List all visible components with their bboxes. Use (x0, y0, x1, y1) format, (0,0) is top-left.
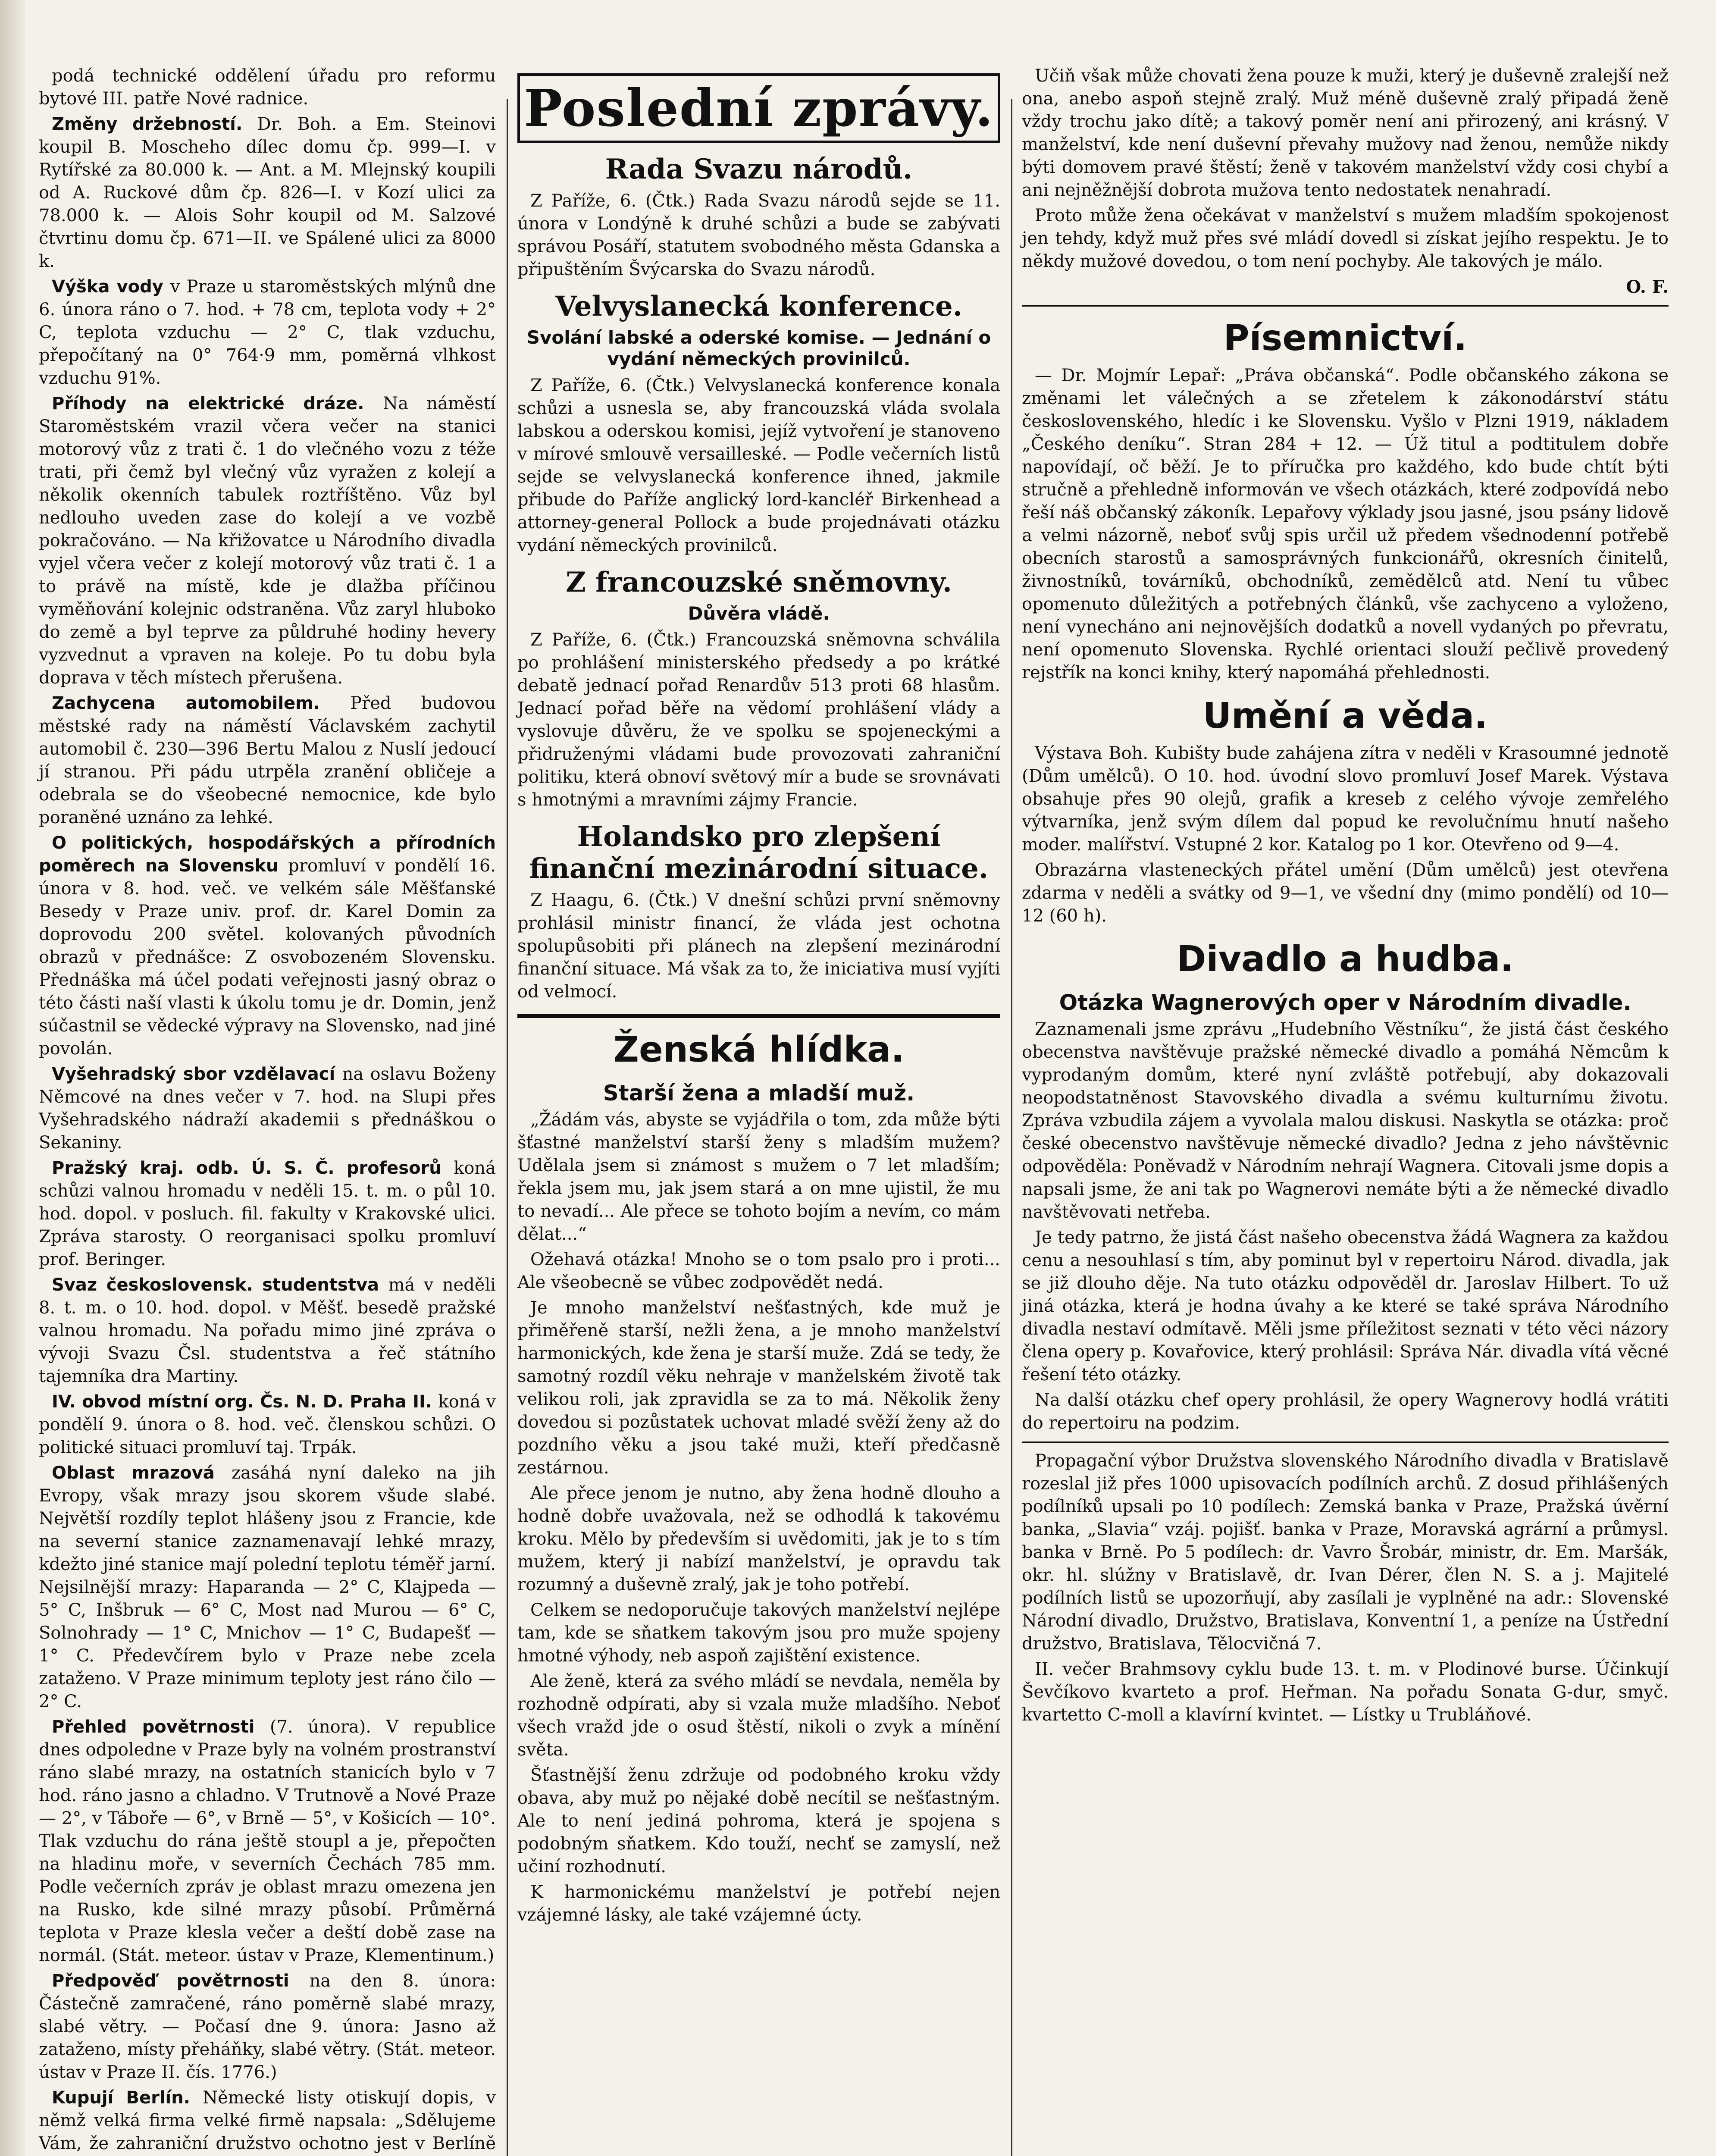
news-item (39, 1063, 496, 1154)
news-item (39, 65, 496, 110)
news-item (39, 1274, 496, 1388)
feature-title: Ženská hlídka. (613, 1029, 905, 1070)
culture-notices (1022, 1450, 1669, 1727)
news-item-lead: Kupují Berlín. (52, 2088, 203, 2108)
news-item-text: na den 8. února: Částečně zamračené, ráno poměrně slabé mrazy, slabé větry. — Počasí dne 9. února: Jasno až zataženo, místy přeháňky, slabé větry. (Stát. meteor. ústav v Praze II. čís. 1776.) (39, 1971, 496, 2082)
news-item (39, 2087, 496, 2156)
article-paragraph: Z Haagu, 6. (Čtk.) V dnešní schůzi první sněmovny prohlásil ministr financí, že vláda jest ochotna spolupůsobiti při plánech na zlepšení mezinárodní finanční situace. Má však za to, že iniciativa musí vyjíti od velmocí. (517, 890, 1000, 1002)
news-item-lead: Pražský kraj. odb. Ú. S. Č. profesorů (52, 1158, 454, 1178)
news-item-lead: Výška vody (52, 277, 171, 297)
feature-paragraph: Ale ženě, která za svého mládí se nevdala, neměla by rozhodně odpírati, aby si vzala muže mladšího. Neboť všech vražd jde o osud štěstí, nikoli o zvyk a mínění světa. (517, 1671, 1000, 1760)
news-item (39, 113, 496, 273)
news-item-text: Na náměstí Staroměstském vrazil včera večer na stanici motorový vůz z trati č. 1 do vlečného vozu z téže trati, při čemž byl vlečný vůz vyražen z kolejí a několik okenních tabulek roztříštěno. Vůz byl nedlouho uveden zase do kolejí a ve vozbě pokračováno. — Na křižovatce u Národního divadla vyjel včera večer z kolejí motorový vůz trati č. 1 a to právě na místě, kde je dlažba příčinou vyměňování kolejnic odstraněna. Vůz zaryl hluboko do země a byl teprve za půldruhé hodiny hevery vyzvednut a vpraven na koleje. Po tu dobu byla doprava v těch místech přerušena. (39, 394, 496, 688)
news-item-lead: Předpověď povětrnosti (52, 1971, 310, 1991)
feature-paragraph: K harmonickému manželství je potřebí nejen vzájemné lásky, ale také vzájemné úcty. (517, 1882, 1000, 1925)
section-divider (517, 1014, 1000, 1018)
column-local-news (39, 65, 496, 2156)
news-item-text: má v neděli 8. t. m. o 10. hod. dopol. v Měšť. besedě pražské valnou hromadu. Na pořadu mimo jiné zpráva o vývoji Svazu Čsl. studentstva a řeč státního tajemníka dra Martiny. (39, 1275, 496, 1386)
news-item (39, 1716, 496, 1967)
news-item-lead: Zachycena automobilem. (52, 693, 351, 713)
article-title: Rada Svazu národů. (605, 153, 913, 185)
news-item (39, 1391, 496, 1459)
feature-paragraph: Ale přece jenom je nutno, aby žena hodně dlouho a hodně dobře uvažovala, než se odhodlá k takovému kroku. Mělo by především si uvědomiti, jak je to s tím mužem, který ji nabízí manželství, je opravdu tak rozumný a duševně zralý, jak je toho potřebí. (517, 1483, 1000, 1595)
news-item (39, 832, 496, 1060)
column-rule (507, 99, 508, 2156)
feature-paragraph: Učiň však může chovati žena pouze k muži, který je duševně zralejší než ona, anebo aspoň stejně zralý. Muž méně duševně zralý připadá ženě vždy trochu jako dítě; a takový poměr není ani přirozený, ani krásný. V manželství, kde není duševní převahy mužovy nad ženou, nemůže nikdy býti domovem pravé štěstí; ženě v takovém manželství vždy cosi chybí a ani nejněžnější dobrota mužova tento nedostatek nenahradí. (1022, 66, 1669, 200)
section-masthead: Poslední zprávy. (517, 73, 1000, 143)
section-paragraph: Na další otázku chef opery prohlásil, že opery Wagnerovy hodlá vrátiti do repertoiru na podzim. (1022, 1390, 1669, 1433)
section-title: Umění a věda. (1202, 696, 1488, 736)
feature-paragraph: Proto může žena očekávat v manželství s mužem mladším spokojenost jen tehdy, když muž přes své mládí dovedl si získat jejího respektu. Je to někdy mužové dovedou, o tom není pochyby. Ale takových je málo. (1022, 206, 1669, 271)
article-paragraph: Z Paříže, 6. (Čtk.) Velvyslanecká konference konala schůzi a usnesla se, aby francouzská vláda svolala labskou a oderskou komisi, jejíž vytvoření je stanoveno v mírové smlouvě versailleské. — Podle večerních listů sejde se velvyslanecká konference ihned, jakmile přibude do Paříže anglický lord-kancléř Birkenhead a attorney-general Pollock a bude projednávati otázku vydání německých provinilců. (517, 376, 1000, 555)
news-item-lead: O politických, hospodářských a přírodních poměrech na Slovensku (39, 833, 496, 876)
column-culture (1022, 65, 1669, 1729)
section-paragraph: Obrazárna vlasteneckých přátel umění (Dům umělců) jest otevřena zdarma v neděli a svátky od 9—1, ve všední dny (mimo pondělí) od 10—12 (60 h). (1022, 860, 1669, 926)
news-item-text: na oslavu Boženy Němcové na dnes večer v 7. hod. na Slupi přes Vyšehradského nádraží akademii s přednáškou o Sekaniny. (39, 1064, 496, 1153)
news-item-lead: IV. obvod místní org. Čs. N. D. Praha II. (52, 1392, 438, 1412)
news-item (39, 1462, 496, 1713)
news-item (39, 1970, 496, 2084)
news-item-lead: Přehled povětrnosti (52, 1717, 270, 1737)
news-item-lead: Svaz československ. studentstva (52, 1275, 388, 1295)
news-item (39, 276, 496, 390)
feature-paragraph: „Žádám vás, abyste se vyjádřila o tom, zda může býti šťastné manželství starší ženy s mladším mužem? Udělala jsem si známost s mužem o 7 let mladším; řekla jsem mu, jak jsem stará a on mne ujistil, že mu to nevadí... Ale přece se tohoto bojím a nevím, co mám dělat...“ (517, 1110, 1000, 1244)
section-paragraph: Je tedy patrno, že jistá část našeho obecenstva žádá Wagnera za každou cenu a nesouhlasí s tím, aby pominut byl v repertoiru Národ. divadla, jak se již dlouho děje. Na tuto otázku odpověděl dr. Jaroslav Hilbert. To už jiná otázka, která je hodna úvahy a ke které se také správa Národního divadla nestaví odmítavě. Měli jsme příležitost seznati v této věci názory člena opery p. Kovařovice, který prohlásil: Správa Nár. divadla vítá věcné řešení této otázky. (1022, 1228, 1669, 1385)
news-item-text: zasáhá nyní daleko na jih Evropy, však mrazy jsou skorem všude slabé. Největší rozdíly teplot hlášeny jsou z Francie, kde na severní stanice zaznamenavají lehké mrazy, kdežto jiné stanice mají polední teplotu téměř jarní. Nejsilnější mrazy: Haparanda — 2° C, Klajpeda — 5° C, Inšbruk — 6° C, Most nad Murou — 6° C, Solnohrady — 1° C, Mnichov — 1° C, Budapešť — 1° C. Předevčírem bylo v Praze nebe zcela zataženo. V Praze minimum teploty jest ráno čilo — 2° C. (39, 1463, 496, 1711)
news-item-lead: Oblast mrazová (52, 1463, 232, 1483)
article-title: Z francouzské sněmovny. (566, 566, 952, 599)
news-item-text: podá technické oddělení úřadu pro reformu bytové III. patře Nové radnice. (39, 66, 496, 109)
news-item-text: (7. února). V republice dnes odpoledne v Praze byly na volném prostranství ráno slabé mrazy, na ostatních stanicích bylo v 7 hod. ráno jasno a chladno. V Trutnově a Nové Praze — 2°, v Táboře — 6°, v Brně — 5°, v Košicích — 10°. Tlak vzduchu do rána ještě stoupl a je, přepočten na hladinu moře, v severních Čechách 785 mm. Podle večerních zpráv je oblast mrazu omezena jen na Rusko, kde silné mrazy působí. Průměrná teplota v Praze klesla večer a deští době zase na normál. (Stát. meteor. ústav v Praze, Klementinum.) (39, 1717, 496, 1965)
feature-continuation (1022, 65, 1669, 273)
feature-paragraph: Šťastnější ženu zdržuje od podobného kroku vždy obava, aby muž po nějaké době necítil se nešťastným. Ale to není jediná pohroma, která je spojena s podobným sňatkem. Kdo touží, nechť se zamyslí, než učiní rozhodnutí. (517, 1765, 1000, 1877)
news-item-text: Dr. Boh. a Em. Steinovi koupil B. Moscheho dílec domu čp. 999—I. v Rytířské za 80.000 k. — Ant. a M. Mlejnský koupili od A. Ruckové dům čp. 826—I. v Kozí ulici za 78.000 k. — Alois Sohr koupil od M. Salzové čtvrtinu domu čp. 671—II. ve Spálené ulici za 8000 k. (39, 114, 496, 271)
section-title: Divadlo a hudba. (1177, 939, 1514, 980)
feature-paragraph: Ožehavá otázka! Mnoho se o tom psalo pro i proti... Ale všeobecně se vůbec zodpovědět nedá. (517, 1250, 1000, 1292)
news-item-text: promluví v pondělí 16. února v 8. hod. več. ve velkém sále Měšťanské Besedy v Praze univ. prof. dr. Karel Domin za doprovodu 200 světel. kolovaných původních obrazů v přednášce: Z osvobozeném Slovensku. Přednáška má účel podati veřejnosti jasný obraz o této části naší vlasti k úkolu tomu je dr. Domin, jenž súčastnil se vědecké výpravy na Slovensko, nad jiné povolán. (39, 856, 496, 1059)
column-rule (1011, 99, 1012, 2156)
news-item-text: Před budovou městské rady na náměstí Václavském zachytil automobil č. 230—396 Bertu Malou z Nuslí jedoucí jí stranou. Při pádu utrpěla zranění obličeje a odebrala se do všeobecné nemocnice, kde bylo poraněné uznáno za lehké. (39, 693, 496, 827)
notice-paragraph: II. večer Brahmsovy cyklu bude 13. t. m. v Plodinové burse. Účinkují Ševčíkovo kvarteto a prof. Heřman. Na pořadu Sonata G-dur, smyč. kvartetto C-moll a klavírní kvintet. — Lístky u Trubláňové. (1022, 1659, 1669, 1725)
feature-paragraph: Je mnoho manželství nešťastných, kde muž je přiměřeně starší, nežli žena, a je mnoho manželství harmonických, kde žena je starší muže. Zdá se tedy, že samotný rozdíl věku nehraje v manželském životě tak velikou roli, jak zpravidla se za to má. Několik ženy dovedou si pozůstatek uchovat mladé svěží ženy až do pozdního věku a jsou také muži, kteří předčasně zestárnou. (517, 1298, 1000, 1478)
article-paragraph: Z Paříže, 6. (Čtk.) Rada Svazu národů sejde se 11. února v Londýně k druhé schůzi a bude se zabývati správou Posáří, statutem svobodného města Gdanska a připuštěním Švýcarska do Svazu národů. (517, 191, 1000, 279)
news-item-text: koná v pondělí 9. února o 8. hod. več. členskou schůzi. O politické situaci promluví taj. Trpák. (39, 1392, 496, 1457)
article-title: Velvyslanecká konference. (555, 290, 963, 323)
column-latest-news (517, 65, 1000, 1929)
news-item-lead: Vyšehradský sbor vzdělavací (52, 1064, 342, 1084)
feature-subtitle: Starší žena a mladší muž. (603, 1081, 915, 1106)
culture-sections (1022, 318, 1669, 1435)
article-title: Holandsko pro zlepšení finanční mezinárodní situace. (529, 821, 989, 885)
feature-paragraph: Celkem se nedoporučuje takových manželství nejlépe tam, kde se sňatkem takovým jsou pro muže spojeny hmotné výhody, neb aspoň zajištění existence. (517, 1600, 1000, 1666)
news-item-text: Německé listy otiskují dopis, v němž velká firma velké firmě napsala: „Sdělujeme Vám, že zahraniční družstvo ochotno jest v Berlíně (39, 2088, 496, 2153)
scanned-page-edge (0, 0, 26, 2156)
news-item-text: v Praze u staroměstských mlýnů dne 6. února ráno o 7. hod. + 78 cm, teplota vody + 2° C, teplota vzduchu — 2° C, tlak vzduchu, přepočítaný na 0° 764·9 mm, poměrná vlhkost vzduchu 91%. (39, 277, 496, 388)
news-sections (517, 154, 1000, 1003)
section-paragraph: — Dr. Mojmír Lepař: „Práva občanská“. Podle občanského zákona se změnami let válečných a se zřetelem k zákonodárství státu československého, hledíc i ke Slovensku. Vyšlo v Plzni 1919, nákladem „Českého deníku“. Stran 284 + 12. — Úž titul a podtitulem dobře napovídají, oč běží. Je to příručka pro každého, kdo bude chtít býti stručně a přehledně informován ve všech otázkách, které zodpovídá nebo řeší náš občanský zákoník. Lepařovy výklady jsou jasné, jsou psány lidově a velmi názorně, neboť svůj spis určil už předem všednodenní potřebě obecních starostů a samosprávných funkcionářů, okresních činitelů, živnostníků, továrníků, obchodníků, zemědělců atd. Není tu vůbec opomenuto důležitých a potřebných článků, vše zachyceno a vyloženo, není vynecháno ani nejnovějších dodatků a novell vydaných po převratu, není opomenuto Slovenska. Rychlé orientaci slouží pečlivě provedený rejstřík na konci knihy, který napomáhá přehlednosti. (1022, 366, 1669, 683)
article-paragraph: Z Paříže, 6. (Čtk.) Francouzská sněmovna schválila po prohlášení ministerského předsedy a po krátké debatě jednací pořad Renardův 513 proti 68 hlasům. Jednací pořad běře na vědomí prohlášení vlády a vyslovuje důvěru, že ve spolku se spojeneckými a přidruženými vládami bude provozovati zahraniční politiku, která obnoví světový mír a bude se srovnávati s hmotnými a mravními zájmy Francie. (517, 630, 1000, 810)
news-item (39, 392, 496, 689)
article-subtitle: Důvěra vládě. (688, 603, 830, 624)
news-item (39, 692, 496, 829)
section-title: Písemnictví. (1223, 318, 1467, 359)
news-item-lead: Příhody na elektrické dráze. (52, 394, 383, 414)
section-subtitle: Otázka Wagnerových oper v Národním divadle. (1059, 990, 1631, 1015)
section-paragraph: Výstava Boh. Kubišty bude zahájena zítra v neděli v Krasoumné jednotě (Dům umělců). O 10. hod. úvodní slovo promluví Josef Marek. Výstava obsahuje přes 90 olejů, grafik a kreseb z celého vývoje zemřelého výtvarníka, jenž svým dílem dal popud ke revolučnímu hnutí našeho moder. malířství. Vstupné 2 kor. Katalog po 1 kor. Otevřeno od 9—4. (1022, 743, 1669, 855)
author-signature: O. F. (1626, 277, 1669, 297)
news-item (39, 1157, 496, 1271)
feature-body (517, 1109, 1000, 1927)
news-item-lead: Změny držebností. (52, 114, 257, 134)
article-subtitle: Svolání labské a oderské komise. — Jednání o vydání německých provinilců. (526, 327, 991, 370)
news-item-text: koná schůzi valnou hromadu v neděli 15. t. m. o půl 10. hod. dopol. v posluch. fil. fakulty v Krakovské ulici. Zpráva starosty. O reorganisaci spolku promluví prof. Beringer. (39, 1158, 496, 1269)
notice-paragraph: Propagační výbor Družstva slovenského Národního divadla v Bratislavě rozeslal již přes 1000 upisovacích podílních archů. Z dosud přihlášených podílníků upsali po 10 podílech: Zemská banka v Praze, Pražská úvěrní banka, „Slavia“ vzáj. pojišť. banka v Praze, Moravská agrární a průmysl. banka v Brně. Po 5 podílech: dr. Vavro Šrobár, ministr, dr. Em. Maršák, okr. hl. slúžny v Bratislavě, dr. Ivan Dérer, člen N. S. a j. Majitelé podílních listů se upozorňují, aby zasílali je vyplněné na adr.: Slovenské Národní divadlo, Družstvo, Bratislava, Konventní 1, a peníze na Ústřední družstvo, Bratislava, Tělocvičná 7. (1022, 1451, 1669, 1654)
section-divider (1022, 1442, 1669, 1443)
section-divider (1022, 305, 1669, 307)
section-paragraph: Zaznamenali jsme zprávu „Hudebního Věstníku“, že jistá část českého obecenstva navštěvuje pražské německé divadlo a pomáhá Němcům k vyprodaným domům, které nyní zvláště potřebují, aby dokazovali neopodstatněnost Stavovského divadla a svému kulturnímu životu. Zpráva vzbudila zájem a vyvolala malou diskusi. Naskytla se otázka: proč české obecenstvo navštěvuje německé divadlo? Jedna z jeho návštěvnic odpověděla: Poněvadž v Národním nehrají Wagnera. Citovali jsme dopis a napsali jsme, že ani tak po Wagnerovi nemáte býti a že německé divadlo navštěvovati netřeba. (1022, 1019, 1669, 1222)
